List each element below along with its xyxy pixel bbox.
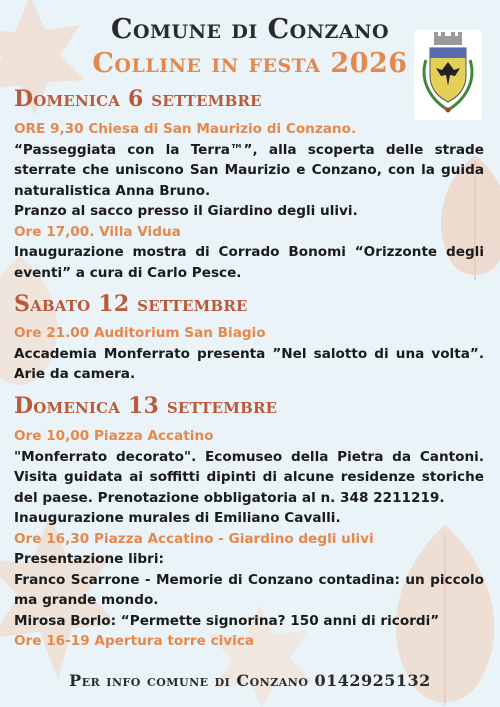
day-events [14,323,484,385]
event-description: Franco Scarrone - Memorie di Conzano contadina: un piccolo ma grande mondo. [14,571,484,608]
event-time-place: Ore 17,00. Villa Vidua [14,223,181,240]
event-description: Presentazione libri: [14,551,164,567]
event-time-place: ORE 9,30 Chiesa di San Maurizio di Conzano. [14,121,357,137]
event-time-place: Ore 21.00 Auditorium San Biagio [14,325,266,341]
page-subtitle: Colline in festa 2026 [92,48,408,79]
event-time-place: Ore 16-19 Apertura torre civica [14,633,255,649]
event-time-place: Ore 10,00 Piazza Accatino [14,428,214,444]
event-description: Mirosa Borlo: “Permette signorina? 150 anni di ricordi” [14,612,440,629]
municipal-crest-icon [414,30,482,120]
day-heading: Domenica 13 settembre [14,393,278,419]
event-description: Inaugurazione murales di Emiliano Cavalli. [14,510,341,526]
event-description: "Monferrato decorato". Ecomuseo della Pietra da Cantoni. Visita guidata ai soffitti dipinti di alcune residenze storiche del paese. Prenotazione obbligatoria al n. 348 2211219. [14,448,484,506]
contact-footer: Per info comune di Conzano 0142925132 [69,671,431,690]
event-description: “Passeggiata con la Terra™”, alla scoperta delle strade sterrate che uniscono San Maurizio e Conzano, con la guida naturalistica Anna Bruno. [14,141,484,199]
day-heading: Domenica 6 settembre [14,86,262,112]
event-description: Inaugurazione mostra di Corrado Bonomi “Orizzonte degli eventi” a cura di Carlo Pesce. [14,244,484,281]
event-description: Accademia Monferrato presenta ”Nel salotto di una volta”. Arie da camera. [14,345,484,382]
page-title: Comune di Conzano [110,14,390,45]
day-events [14,119,484,283]
day-heading: Sabato 12 settembre [14,291,248,317]
event-time-place: Ore 16,30 Piazza Accatino - Giardino degli ulivi [14,530,374,547]
day-events [14,426,484,652]
event-description: Pranzo al sacco presso il Giardino degli ulivi. [14,203,358,219]
